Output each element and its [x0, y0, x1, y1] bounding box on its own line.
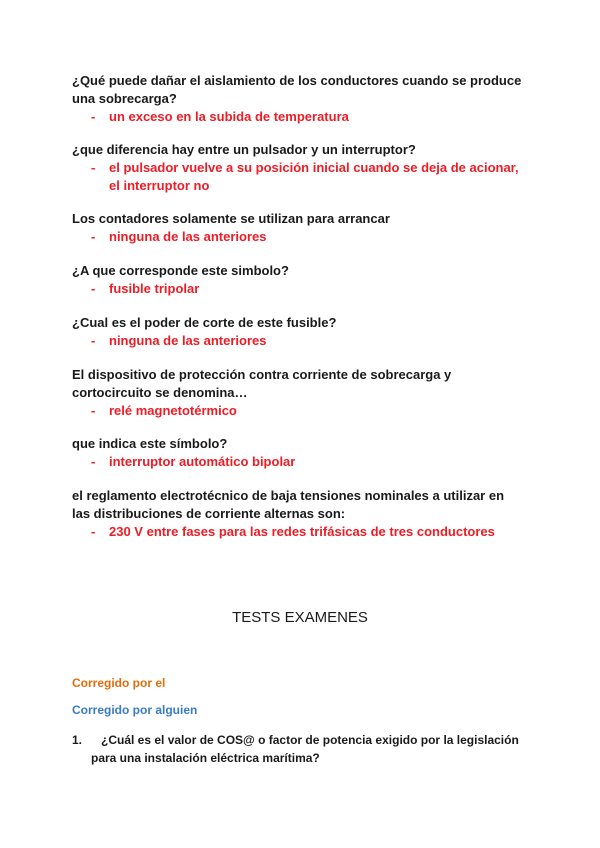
answer-line: fusible tripolar: [109, 281, 200, 296]
question-block: [72, 72, 542, 126]
answer-text: [72, 332, 542, 350]
answer-line: ninguna de las anteriores: [109, 333, 267, 348]
question-text: [72, 262, 542, 280]
question-line: ¿A que corresponde este simbolo?: [72, 263, 289, 278]
answer-line: 230 V entre fases para las redes trifásicas de tres conductores: [109, 524, 495, 539]
question-line: el reglamento electrotécnico de baja tensiones nominales a utilizar en: [72, 488, 505, 503]
answer-text: [72, 453, 542, 471]
question-text: [72, 72, 542, 108]
question-text: [72, 435, 542, 453]
question-line: para una instalación eléctrica marítima?: [91, 751, 320, 765]
question-line: ¿que diferencia hay entre un pulsador y un interruptor?: [72, 142, 416, 157]
question-line: las distribuciones de corriente alternas son:: [72, 506, 346, 521]
answer-text: [72, 402, 542, 420]
corrected-by-label: Corregido por alguien: [72, 703, 198, 717]
question-block: [72, 262, 542, 298]
question-block: [72, 487, 542, 541]
question-text: [72, 731, 542, 767]
question-block: [72, 366, 542, 420]
bullet-dash: -: [91, 333, 96, 348]
question-line: Los contadores solamente se utilizan para arrancar: [72, 211, 390, 226]
question-line: que indica este símbolo?: [72, 436, 228, 451]
question-block: [72, 210, 542, 246]
section-title: TESTS EXAMENES: [232, 609, 368, 626]
question-line: El dispositivo de protección contra corriente de sobrecarga y: [72, 367, 452, 382]
question-block: [72, 435, 542, 471]
question-line: ¿Qué puede dañar el aislamiento de los conductores cuando se produce: [72, 73, 522, 88]
bullet-dash: -: [91, 454, 96, 469]
answer-line: relé magnetotérmico: [109, 403, 237, 418]
question-line: una sobrecarga?: [72, 91, 177, 106]
answer-text: [72, 108, 542, 126]
question-text: [72, 141, 542, 159]
answer-line: ninguna de las anteriores: [109, 229, 267, 244]
answer-text: [72, 228, 542, 246]
question-line: ¿Cuál es el valor de COS@ o factor de potencia exigido por la legislación: [101, 733, 519, 747]
question-text: [72, 487, 542, 523]
answer-line: el interruptor no: [109, 178, 210, 193]
answer-text: [72, 523, 542, 541]
question-line: ¿Cual es el poder de corte de este fusible?: [72, 315, 337, 330]
bullet-dash: -: [91, 524, 96, 539]
answer-line: interruptor automático bipolar: [109, 454, 296, 469]
bullet-dash: -: [91, 229, 96, 244]
answer-text: [72, 280, 542, 298]
answer-text: [72, 159, 542, 195]
numbered-question: [72, 731, 542, 767]
question-block: [72, 314, 542, 350]
bullet-dash: -: [91, 403, 96, 418]
question-block: [72, 141, 542, 195]
question-text: [72, 210, 542, 228]
answer-line: un exceso en la subida de temperatura: [109, 109, 349, 124]
answer-line: el pulsador vuelve a su posición inicial cuando se deja de acionar,: [109, 160, 519, 175]
bullet-dash: -: [91, 281, 96, 296]
question-number: 1.: [72, 733, 83, 747]
bullet-dash: -: [91, 160, 96, 175]
question-text: [72, 366, 542, 402]
question-line: cortocircuito se denomina…: [72, 385, 248, 400]
corrected-by-label: Corregido por el: [72, 676, 166, 690]
question-text: [72, 314, 542, 332]
bullet-dash: -: [91, 109, 96, 124]
